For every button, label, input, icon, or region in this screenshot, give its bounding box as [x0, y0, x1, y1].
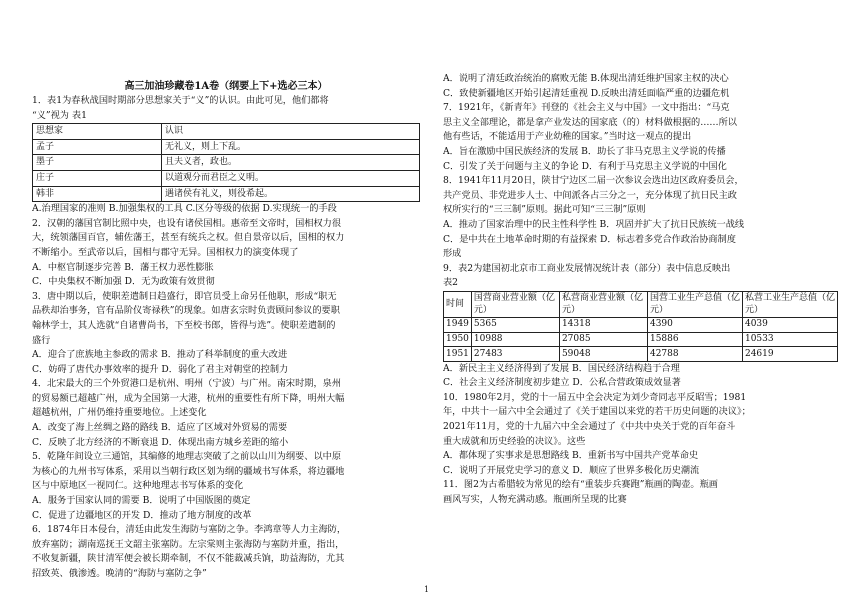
table-cell: 私营工业生产总值（亿元）	[742, 291, 837, 317]
text-line: 3．唐中期以后，使职差遣制日趋盛行，即官员受上命另任他职，形成“职无	[32, 290, 337, 302]
text-line: C．促进了边疆地区的开发 D．推动了地方制度的改革	[32, 509, 252, 521]
table-cell: 国营商业营业额（亿元）	[471, 291, 559, 317]
text-line: A．旨在激励中国民族经济的发展 B．助长了非马克思主义学说的传播	[443, 145, 726, 157]
text-line: 放弃塞防；湖南巡抚王文韶主张塞防。左宗棠则主张海防与塞防并重，指出，	[32, 538, 345, 550]
text-line: C．中央集权不断加强 D．无为政策有效贯彻	[32, 276, 215, 288]
table-cell: 墨子	[33, 155, 162, 171]
left-column	[32, 0, 420, 582]
table-cell: 时间	[444, 291, 472, 317]
text-line: C．反映了北方经济的不断衰退 D．体现出南方城乡差距的缩小	[32, 436, 289, 448]
text-line: C．致使新疆地区开始引起清廷重视 D.反映出清廷面临严重的边疆危机	[443, 87, 730, 99]
text-line: 8．1941年11月20日，陕甘宁边区二届一次参议会选出边区政府委员会，	[443, 175, 744, 187]
text-line: C．妨碍了唐代办事效率的提升 D．弱化了君主对朝堂的控制力	[32, 363, 289, 375]
text-line: A．迎合了庶族地主参政的需求 B．推动了科举制度的重大改进	[32, 349, 288, 361]
table-row	[33, 155, 420, 171]
questions-left-body	[32, 202, 420, 581]
table-cell: 韩非	[33, 186, 162, 202]
text-line: 他有些话，不能适用于产业幼稚的国家。”当时这一观点的提出	[443, 131, 692, 143]
questions-right-bottom	[443, 362, 838, 508]
text-line: 7．1921年，《新青年》刊登的《社会主义与中国》一文中指出：“马克	[443, 102, 730, 114]
text-line: 超越杭州，广州仍维持重要地位。上述变化	[32, 407, 207, 419]
table-row	[33, 139, 420, 155]
text-line: 10．1980年2月，党的十一届五中全会决定为刘少奇同志平反昭雪；1981	[443, 391, 747, 403]
table-row	[33, 186, 420, 202]
right-column	[443, 0, 838, 508]
text-line: “义”视为 表1	[32, 109, 87, 121]
text-line: C．引发了关于问题与主义的争论 D．有利于马克思主义学说的中国化	[443, 160, 727, 172]
text-line: 4．北宋最大的三个外贸港口是杭州、明州（宁波）与广州。南宋时期，泉州	[32, 378, 342, 390]
text-line: 不断缩小。至武帝以后，国相与郡守无异。国相权力的演变体现了	[32, 246, 299, 258]
questions-right-top	[443, 72, 838, 291]
table-cell: 1949	[444, 317, 472, 332]
table-cell: 思想家	[33, 124, 162, 140]
text-line: 形成	[443, 248, 462, 260]
text-line: 区与中原地区一视同仁。这种地理志书写体系的变化	[32, 480, 244, 492]
page-number: 1	[424, 585, 430, 594]
table-cell: 10533	[742, 332, 837, 347]
text-line: 画风写实，人物充满动感。瓶画所呈现的比赛	[443, 494, 627, 506]
table-cell: 以道观分而君臣之义明。	[162, 170, 420, 186]
table-cell: 1950	[444, 332, 472, 347]
text-line: A．都体现了实事求是思想路线 B．重新书写中国共产党革命史	[443, 450, 699, 462]
exam-title: 高三加油珍藏卷1A卷（纲要上下+选必三本）	[124, 81, 328, 92]
text-line: 年，中共十一届六中全会通过了《关于建国以来党的若干历史问题的决议》；	[443, 406, 751, 418]
table-cell: 无礼义，则上下乱。	[162, 139, 420, 155]
text-line: 2021年11月，党的十九届六中全会通过了《中共中央关于党的百年奋斗	[443, 421, 736, 433]
table-cell: 4390	[647, 317, 742, 332]
text-line: C．社会主义经济制度初步建立 D．公私合营政策成效显著	[443, 377, 681, 389]
text-line: A．服务于国家认同的需要 B．说明了中国版图的奠定	[32, 495, 251, 507]
text-line: 共产党员、非党进步人士、中间派各占三分之一，充分体现了抗日民主政	[443, 189, 737, 201]
table-2	[443, 291, 838, 362]
table-cell: 4039	[742, 317, 837, 332]
text-line: 不收复新疆，陕甘清军便会被长期牵制，不仅不能裁减兵饷，助益海防，尤其	[32, 553, 345, 565]
table-cell: 庄子	[33, 170, 162, 186]
text-line: 招致英、俄渗透。晚清的“海防与塞防之争”	[32, 568, 207, 579]
text-line: 盛行	[32, 334, 51, 346]
table-header-row	[444, 291, 838, 317]
table-cell: 5365	[471, 317, 559, 332]
table-row	[444, 332, 838, 347]
table-cell: 遇诸侯有礼义，则役希起。	[162, 186, 420, 202]
text-line: 思主义全部理论，都是拿产业发达的国家底（的）材料做根据的……所以	[443, 116, 737, 128]
table-1	[32, 123, 420, 202]
text-line: C．说明了开展党史学习的意义 D．顺应了世界多极化历史潮流	[443, 464, 700, 476]
text-line: A．中枢官制逐步完善 B．藩王权力恶性膨胀	[32, 261, 214, 273]
table-cell: 42788	[647, 347, 742, 362]
table-cell: 且夫义者，政也。	[162, 155, 420, 171]
text-line: 11．图2为古希腊较为常见的绘有“重装步兵赛跑”瓶画的陶壶。瓶画	[443, 479, 718, 491]
table-header-row	[33, 124, 420, 140]
text-line: 翰林学士，其人选就“自诸曹尚书，下至校书郎，皆得与选”。使职差遣制的	[32, 319, 336, 331]
table-cell: 国营工业生产总值（亿元）	[647, 291, 742, 317]
question-1-intro	[32, 94, 420, 123]
text-line: 大，统领藩国百官，辅佐藩王，甚至有统兵之权。但自景帝以后，国相的权力	[32, 232, 345, 244]
text-line: 权所实行的“三三制”原则。据此可知“三三制”原则	[443, 204, 646, 216]
table-cell: 10988	[471, 332, 559, 347]
text-line: 5．乾隆年间设立三通馆，其编修的地理志突破了之前以山川为纲要、以中原	[32, 451, 342, 463]
table-cell: 14318	[559, 317, 647, 332]
table-cell: 私营商业营业额（亿元）	[559, 291, 647, 317]
text-line: A．改变了海上丝绸之路的路线 B．适应了区域对外贸易的需要	[32, 422, 288, 434]
text-line: 2．汉朝的藩国官制比照中央，也设有诸侯国相。惠帝至文帝时，国相权力很	[32, 217, 342, 229]
table-cell: 24619	[742, 347, 837, 362]
table-cell: 27085	[559, 332, 647, 347]
table-row	[33, 170, 420, 186]
text-line: A.治理国家的准则 B.加强集权的工具 C.区分等级的依据 D.实现统一的手段	[32, 203, 337, 215]
table-row	[444, 347, 838, 362]
text-line: 6．1874年日本侵台，清廷由此发生海防与塞防之争。李鸿章等人力主海防，	[32, 524, 347, 536]
text-line: 为核心的九州书写体系，采用以当朝行政区划为纲的疆域书写体系，将边疆地	[32, 465, 345, 477]
table-row	[444, 317, 838, 332]
text-line: C．是中共在土地革命时期的有益探索 D．标志着多党合作政治协商制度	[443, 233, 736, 245]
text-line: 重大成就和历史经验的决议》。这些	[443, 435, 586, 447]
table-cell: 27483	[471, 347, 559, 362]
table-cell: 认识	[162, 124, 420, 140]
text-line: A．说明了清廷政治统治的腐败无能 B.体现出清廷维护国家主权的决心	[443, 73, 729, 84]
text-line: A．推动了国家治理中的民主性科学性 B．巩固并扩大了抗日民族统一战线	[443, 218, 745, 230]
table-cell: 59048	[559, 347, 647, 362]
text-line: 9．表2为建国初北京市工商业发展情况统计表（部分）表中信息反映出	[443, 262, 731, 274]
text-line: 的贸易额已超越广州，成为全国第一大港，杭州的重要性有所下降，明州大幅	[32, 392, 345, 404]
table-cell: 1951	[444, 347, 472, 362]
table-cell: 15886	[647, 332, 742, 347]
text-line: 1．表1为春秋战国时期部分思想家关于“义”的认识。由此可见，他们都将	[32, 95, 329, 106]
text-line: A．新民主主义经济得到了发展 B．国民经济结构趋于合理	[443, 362, 680, 374]
text-line: 品秩却治事务，官有品阶仪寄禄秩”的现象。如唐玄宗时负责顾问参议的要职	[32, 305, 340, 317]
table-cell: 孟子	[33, 139, 162, 155]
text-line: 表2	[443, 277, 459, 289]
